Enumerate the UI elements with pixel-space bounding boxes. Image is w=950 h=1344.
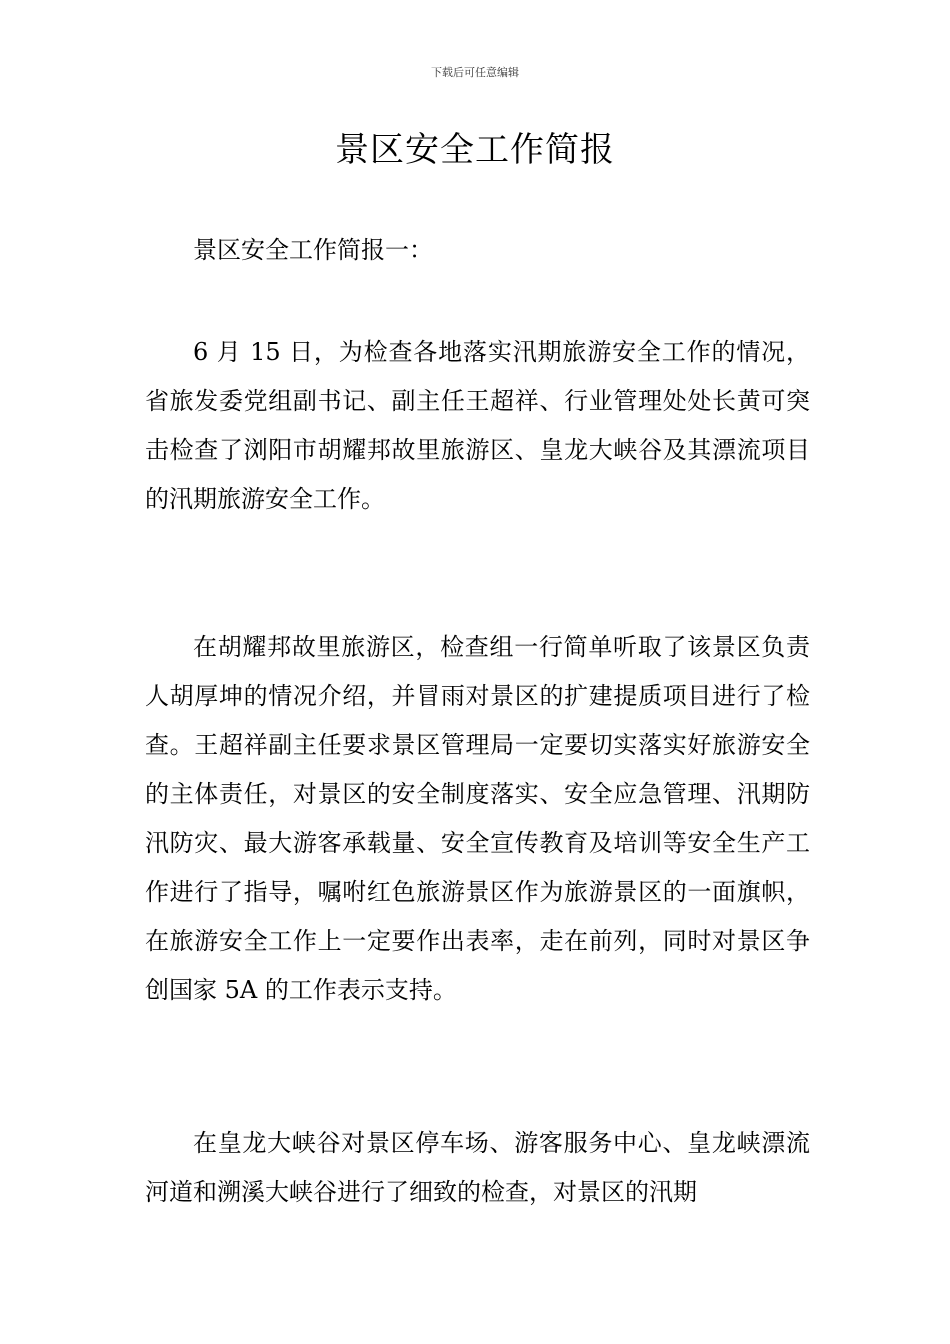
paragraph-2: 在胡耀邦故里旅游区，检查组一行简单听取了该景区负责人胡厚坤的情况介绍，并冒雨对景区的扩建提质项目进行了检查。王超祥副主任要求景区管理局一定要切实落实好旅游安全的主体责任，对景区的安全制度落实、安全应急管理、汛期防汛防灾、最大游客承载量、安全宣传教育及培训等安全生产工作进行了指导，嘱咐红色旅游景区作为旅游景区的一面旗帜，在旅游安全工作上一定要作出表率，走在前列，同时对景区争创国家 5A 的工作表示支持。 (145, 633, 810, 1004)
header-note: 下载后可任意编辑 (431, 66, 519, 79)
paragraph-1: 6 月 15 日，为检查各地落实汛期旅游安全工作的情况，省旅发委党组副书记、副主任王超祥、行业管理处处长黄可突击检查了浏阳市胡耀邦故里旅游区、皇龙大峡谷及其漂流项目的汛期旅游安全工作。 (145, 338, 810, 513)
document-title: 景区安全工作简报 (335, 130, 615, 170)
section-label: 景区安全工作简报一： (193, 236, 433, 264)
paragraph-3: 在皇龙大峡谷对景区停车场、游客服务中心、皇龙峡漂流河道和溯溪大峡谷进行了细致的检查，对景区的汛期 (145, 1129, 810, 1206)
